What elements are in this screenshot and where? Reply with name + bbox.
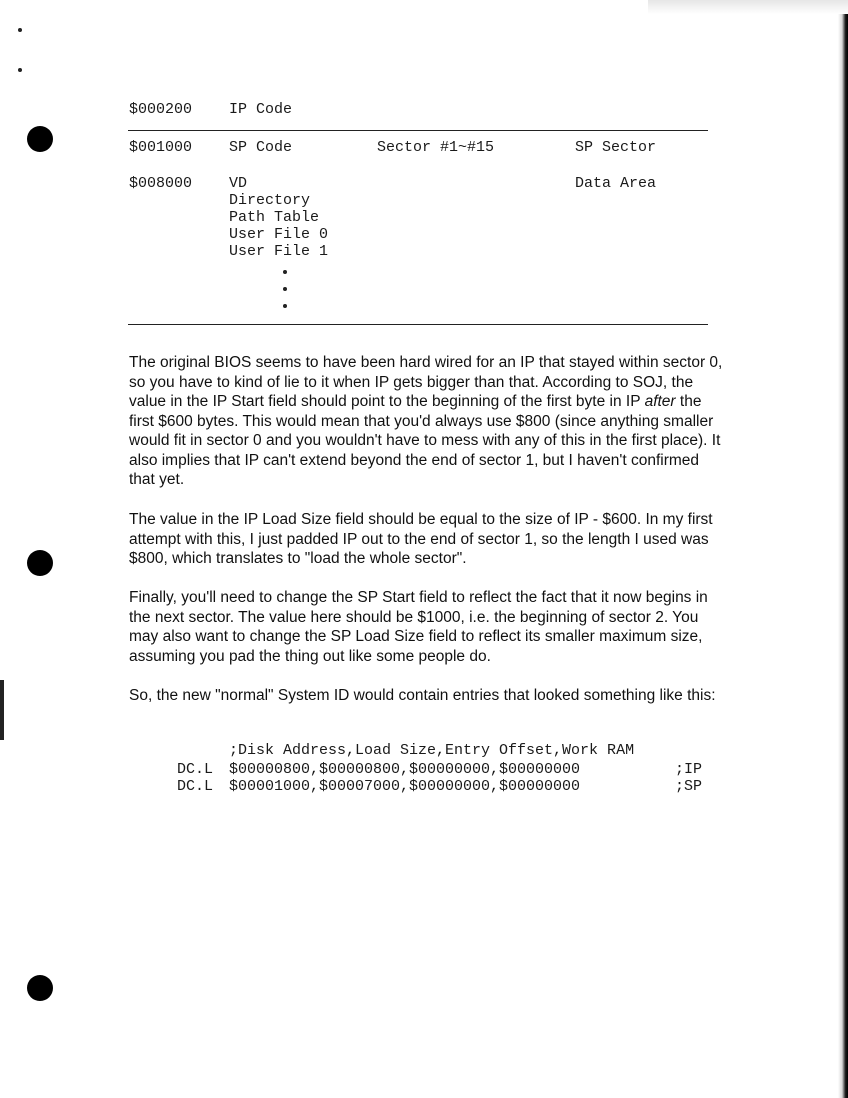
sp-sectors: Sector #1~#15: [377, 139, 495, 156]
directory-entry: Directory: [229, 192, 311, 209]
code-directive: DC.L: [177, 778, 214, 795]
code-directive: DC.L: [177, 761, 214, 778]
paragraph-system-id: [129, 686, 729, 706]
punch-hole: [27, 550, 53, 576]
code-sp-values: $00001000,$00007000,$00000000,$00000000: [229, 778, 581, 795]
code-comment: ;Disk Address,Load Size,Entry Offset,Work RAM: [229, 742, 635, 759]
paragraph-sp-start: [129, 588, 729, 666]
ip-address: $000200: [129, 101, 193, 118]
paragraph-bios-text-a: The original BIOS seems to have been hard wired for an IP that stayed within sector 0, so you have to kind of lie to it when IP gets bigger than that. According to SOJ, the value in the IP Start field should point to the beginning of the first byte in IP: [129, 354, 723, 410]
ellipsis-dot: [283, 287, 287, 291]
table-rule: [128, 130, 708, 131]
vd-entry: VD: [229, 175, 248, 192]
paragraph-bios: [129, 353, 729, 490]
ellipsis-dot: [283, 304, 287, 308]
speck-mark: [18, 28, 22, 32]
sp-name: SP Code: [229, 139, 293, 156]
ip-name: IP Code: [229, 101, 293, 118]
emphasis-after: after: [644, 393, 676, 410]
path-table-entry: Path Table: [229, 209, 320, 226]
punch-hole: [27, 126, 53, 152]
vd-address: $008000: [129, 175, 193, 192]
paragraph-ip-load-size-text: The value in the IP Load Size field should be equal to the size of IP - $600. In my first attempt with this, I just padded IP out to the end of sector 1, so the length I used was $800, which translates to "load the whole sector".: [129, 511, 713, 567]
scan-top-shadow: [648, 0, 848, 14]
paragraph-system-id-text: So, the new "normal" System ID would contain entries that looked something like this:: [129, 687, 716, 704]
code-ip-label: ;IP: [675, 761, 703, 778]
sp-address: $001000: [129, 139, 193, 156]
table-rule: [128, 324, 708, 325]
user-file-0-entry: User File 0: [229, 226, 329, 243]
ellipsis-dot: [283, 270, 287, 274]
punch-hole: [27, 975, 53, 1001]
user-file-1-entry: User File 1: [229, 243, 329, 260]
scan-left-mark: [0, 680, 4, 740]
paragraph-bios-text-b: the first $600 bytes. This would mean that you'd always use $800 (since anything smaller would fit in sector 0 and you wouldn't have to mess with any of this in the first place). It also implies that IP can't extend beyond the end of sector 1, but I haven't confirmed that yet.: [129, 393, 721, 488]
data-area: Data Area: [575, 175, 657, 192]
scan-edge-shadow: [838, 0, 848, 1098]
paragraph-ip-load-size: [129, 510, 729, 569]
speck-mark: [18, 68, 22, 72]
code-sp-label: ;SP: [675, 778, 703, 795]
paragraph-sp-start-text: Finally, you'll need to change the SP Start field to reflect the fact that it now begins in the next sector. The value here should be $1000, i.e. the beginning of sector 2. You may also want to change the SP Load Size field to reflect its smaller maximum size, assuming you pad the thing out like some people do.: [129, 589, 708, 665]
code-ip-values: $00000800,$00000800,$00000000,$00000000: [229, 761, 581, 778]
sp-area: SP Sector: [575, 139, 657, 156]
